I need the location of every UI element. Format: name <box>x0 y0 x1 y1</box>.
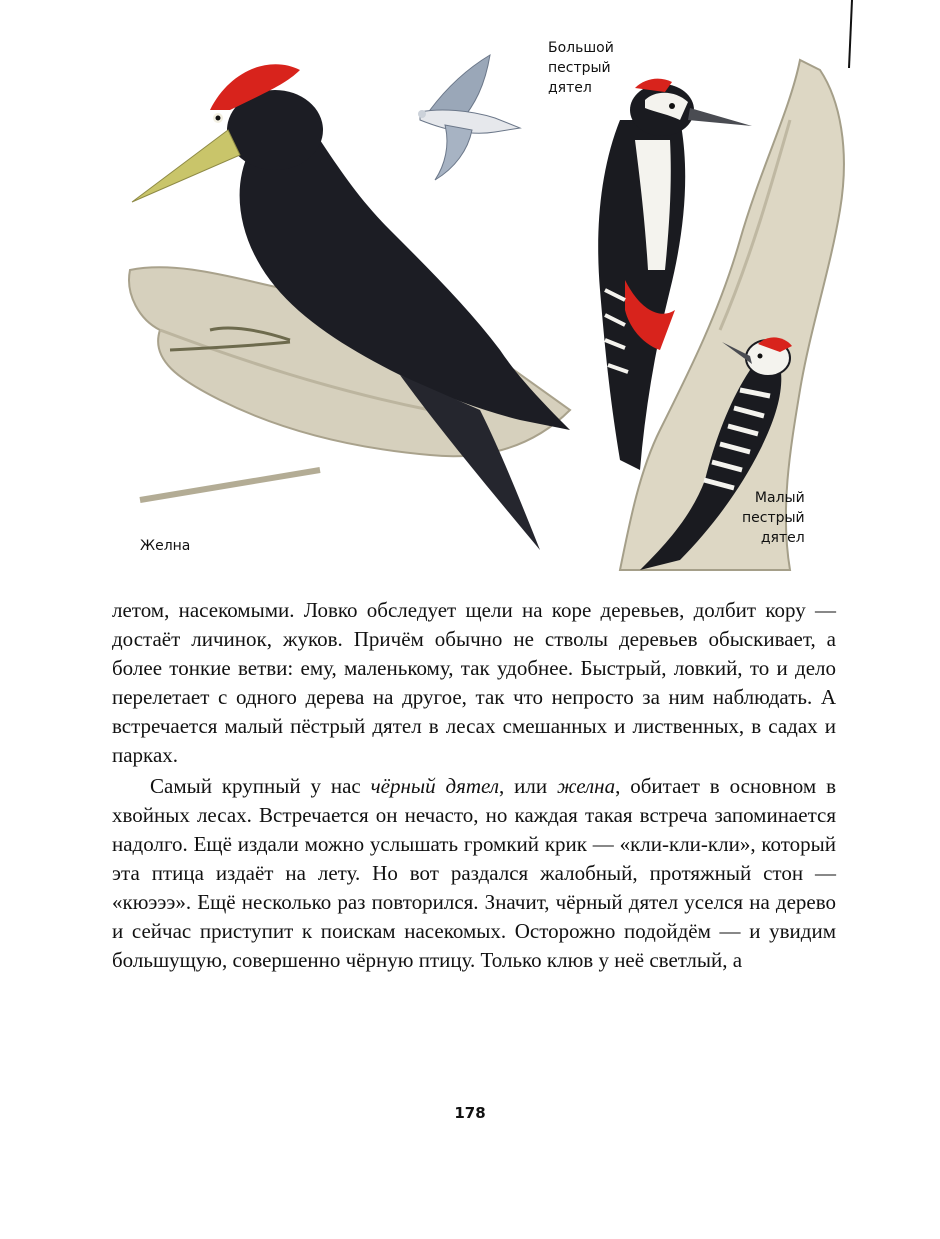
caption-line: Малый <box>754 490 805 506</box>
caption-line: пестрый <box>742 510 805 526</box>
caption-great-spotted-woodpecker <box>548 38 614 98</box>
page-number: 178 <box>454 1104 486 1122</box>
caption-line: дятел <box>760 530 805 546</box>
caption-line: Большой <box>548 40 614 56</box>
text-run: Самый крупный у нас <box>150 774 371 798</box>
caption-line: дятел <box>548 80 592 96</box>
text-run: , обитает в основном в хвойных лесах. Встречается он нечасто, но каждая такая встреча запоминается надолго. Ещё издали можно услышать громкий крик — «кли-кли-кли», который эта птица издаёт на лету. Но вот раздался жалобный, протяжный стон — «кюэээ». Ещё несколько раз повторился. Значит, чёрный дятел уселся на дерево и сейчас приступит к поискам насекомых. Осторожно подойдём — и увидим большущую, совершенно чёрную птицу. Только клюв у неё светлый, а <box>112 774 836 972</box>
italic-term: чёрный дятел <box>370 774 499 798</box>
paragraph <box>112 772 836 975</box>
italic-term: желна <box>556 774 616 798</box>
caption-line: пестрый <box>548 60 611 76</box>
caption-black-woodpecker: Желна <box>140 538 191 554</box>
paragraph: летом, насекомыми. Ловко обследует щели на коре деревьев, долбит кору — достаёт личинок, жуков. Причём обычно не стволы деревьев обыскивает, а более тонкие ветви: ему, маленькому, так удобнее. Быстрый, ловкий, то и дело перелетает с одного дерева на другое, так что непросто за ним наблюдать. А встречается малый пёстрый дятел в лесах смешанных и лиственных, в садах и парках. <box>112 598 836 767</box>
caption-lesser-spotted-woodpecker <box>742 488 805 548</box>
flying-bird <box>418 55 520 180</box>
body-text <box>112 596 836 975</box>
text-run: , или <box>498 774 557 798</box>
